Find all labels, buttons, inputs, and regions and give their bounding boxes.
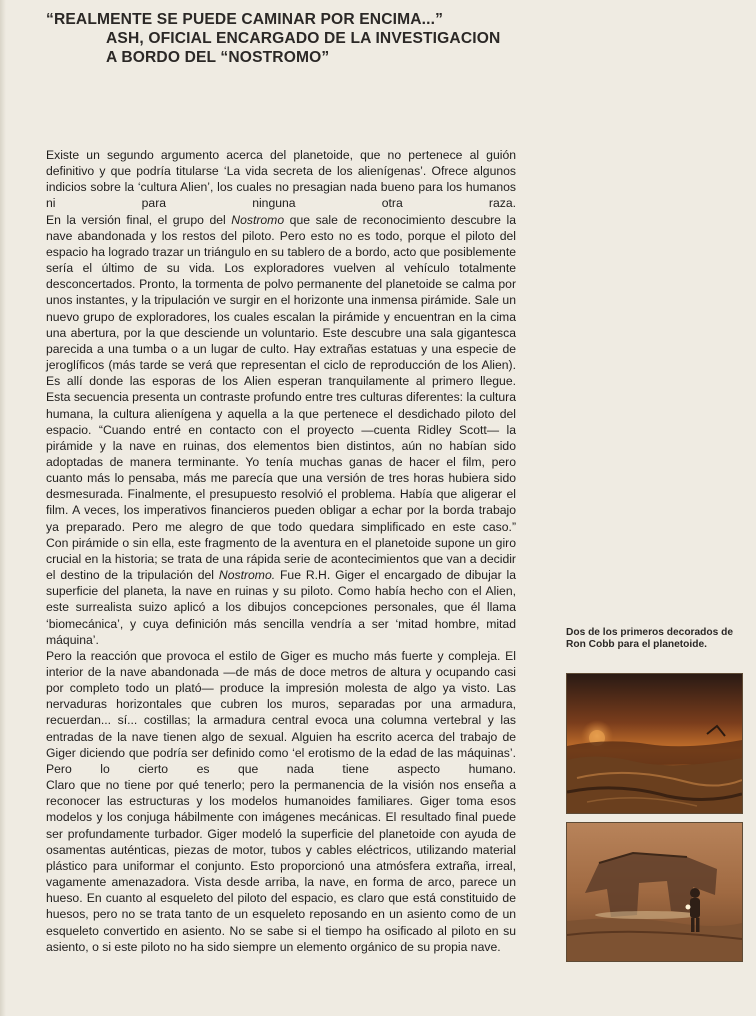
heading-attribution: ASH, OFICIAL ENCARGADO DE LA INVESTIGACION bbox=[106, 30, 501, 47]
paragraph-1: Existe un segundo argumento acerca del planetoide, que no pertenece al guión definitivo y que podría titularse ‘La vida secreta de los alienígenas’. Ofrece algunos indicios sobre la ‘cultura Alien’, los cuales no presagian nada bueno para los humanos ni para ninguna otra raza. bbox=[46, 148, 516, 211]
heading-quote: “REALMENTE SE PUEDE CAMINAR POR ENCIMA...” bbox=[46, 11, 444, 28]
page-edge bbox=[0, 0, 6, 1016]
paragraph-2 bbox=[46, 212, 516, 390]
planetoid-astronaut-photo bbox=[567, 823, 742, 961]
nostromo-italic: Nostromo bbox=[231, 212, 285, 227]
planetoid-landscape-photo bbox=[567, 674, 742, 813]
paragraph-4 bbox=[46, 535, 516, 648]
photo-caption: Dos de los primeros decorados de Ron Cobb para el planetoide. bbox=[566, 627, 734, 651]
planetoid-astronaut-image bbox=[567, 823, 742, 961]
heading-attribution-2: A BORDO DEL “NOSTROMO” bbox=[106, 49, 330, 66]
planetoid-landscape-image bbox=[567, 674, 742, 813]
paragraph-4-start: Con pirámide o sin ella, este fragmento de la aventura en el planetoide supone un giro crucial en la historia; se trata de una rápida serie de acontecimientos que van a decidir el destino de la tripulación del bbox=[46, 535, 516, 583]
paragraph-2-rest: que sale de reconocimiento descubre la nave abandonada y los restos del piloto. Pero esto no es todo, porque el piloto del espacio ha logrado trazar un triángulo en su tablero de a bordo, acto que posiblemente sería el último de su vida. Los exploradores vuelven al vehículo totalmente desconcertados. Pronto, la tormenta de polvo permanente del planetoide se calma por unos instantes, y la tripulación ve surgir en el horizonte una inmensa pirámide. Sale un nuevo grupo de exploradores, los cuales escalan la pirámide y encuentran en la cima una abertura, por la que desciende un voluntario. Este descubre una sala gigantesca parecida a una tumba o a un lugar de culto. Hay extrañas estatuas y una especie de jeroglíficos (más tarde se verá que representan el ciclo de reproducción de los Alien). Es allí donde las esporas de los Alien esperan tranquilamente al primero llegue. bbox=[46, 212, 516, 389]
paragraph-5: Pero la reacción que provoca el estilo de Giger es mucho más fuerte y compleja. El interior de la nave abandonada —de más de doce metros de altura y ocupando casi por completo todo un plató— produce la impresión molesta de algo ya visto. Las nervaduras horizontales que cubren los muros, separadas por una armadura, recuerdan... sí... costillas; la armadura central evoca una columna vertebral y las entradas de la nave tienen algo de sexual. Alguien ha escrito acerca del trabajo de Giger diciendo que podría ser definido como ‘el erotismo de la edad de las máquinas’. Pero lo cierto es que nada tiene aspecto humano. bbox=[46, 648, 516, 776]
paragraph-2-start: En la versión final, el grupo del bbox=[46, 212, 232, 227]
article-body bbox=[46, 147, 516, 955]
nostromo-italic-2: Nostromo. bbox=[218, 568, 276, 583]
paragraph-3: Esta secuencia presenta un contraste profundo entre tres culturas diferentes: la cultura humana, la cultura alienígena y aquella a la que pertenece el desdichado piloto del espacio. “Cuando entré en contacto con el proyecto —cuenta Ridley Scott— la pirámide y la nave en ruinas, dos elementos bien distintos, aún no habían sido adoptadas de manera terminante. Yo tenía muchas ganas de hacer el film, pero cuanto más lo pensaba, más me parecía que una versión de tres horas hubiera sido desmesurada. Finalmente, el presupuesto resolvió el problema. Había que aligerar el film. A veces, los imperativos financieros pueden obligar a echar por la borda trabajo ya preparado. Pero me alegro de que todo quedara simplificado en este caso.” bbox=[46, 390, 516, 534]
article-heading bbox=[46, 10, 566, 67]
paragraph-4-rest: Fue R.H. Giger el encargado de dibujar la superficie del planeta, la nave en ruinas y su piloto. Como había hecho con el Alien, este surrealista suizo aplicó a los dibujos concepciones personales, que él llama ‘biomecánica’, y cuya definición más sencilla vendría a ser ‘mitad hombre, mitad máquina’. bbox=[46, 568, 516, 647]
paragraph-6: Claro que no tiene por qué tenerlo; pero la permanencia de la visión nos enseña a reconocer las estructuras y los modelos humanoides familiares. Giger toma esos modelos y los conjuga hábilmente con imágenes mecánicas. El resultado final puede ser profundamente turbador. Giger modeló la superficie del planetoide con ayuda de osamentas auténticas, piezas de motor, tubos y cables eléctricos, utilizando material plástico para uniformar el conjunto. Esto proporcionó una atmósfera extraña, irreal, vagamente amenazadora. Vista desde arriba, la nave, en forma de arco, parece un hueso. En cuanto al esqueleto del piloto del espacio, es claro que está constituido de huesos, pero no se trata tanto de un esqueleto reposando en un asiento como de un esqueleto convertido en asiento. No se sabe si el tiempo ha osificado al piloto en su asiento, o si este piloto no ha sido siempre un elemento orgánico de su propia nave. bbox=[46, 778, 516, 954]
